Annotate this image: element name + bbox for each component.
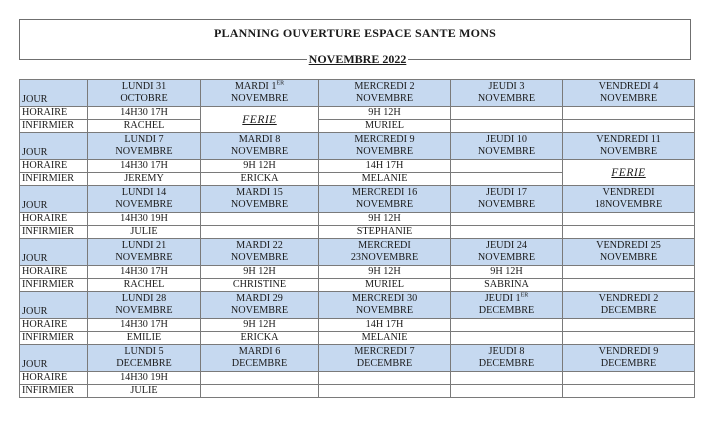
day-cell xyxy=(319,186,451,213)
infirmier-cell xyxy=(201,385,319,398)
horaire-row xyxy=(20,213,695,226)
day-name: VENDREDI xyxy=(602,187,655,198)
horaire-cell xyxy=(451,319,563,332)
day-month: DECEMBRE xyxy=(478,358,535,369)
day-month: NOVEMBRE xyxy=(230,305,289,316)
day-name: MARDI 15 xyxy=(236,187,283,198)
day-cell xyxy=(88,80,201,107)
day-name: MERCREDI 2 xyxy=(354,81,415,92)
horaire-cell: 14H30 19H xyxy=(88,372,201,385)
horaire-cell: 14H30 17H xyxy=(88,107,201,120)
infirmier-label: INFIRMIER xyxy=(20,385,88,398)
infirmier-cell xyxy=(451,226,563,239)
day-name: MARDI 6 xyxy=(238,346,281,357)
horaire-label: HORAIRE xyxy=(20,213,88,226)
day-cell xyxy=(201,239,319,266)
day-month: NOVEMBRE xyxy=(115,252,173,263)
jour-label: JOUR xyxy=(20,80,88,107)
day-cell xyxy=(201,80,319,107)
document-title: PLANNING OUVERTURE ESPACE SANTE MONS xyxy=(214,26,496,40)
horaire-cell: 9H 12H xyxy=(319,266,451,279)
infirmier-cell: MURIEL xyxy=(319,120,451,133)
day-cell xyxy=(451,239,563,266)
horaire-cell xyxy=(201,213,319,226)
infirmier-cell xyxy=(451,120,563,133)
infirmier-label: INFIRMIER xyxy=(20,173,88,186)
day-name: JEUDI 24 xyxy=(485,240,528,251)
day-name: MARDI 8 xyxy=(238,134,281,145)
infirmier-label: INFIRMIER xyxy=(20,279,88,292)
week-day-row xyxy=(20,239,695,266)
horaire-cell xyxy=(563,266,695,279)
day-name: JEUDI 17 xyxy=(485,187,528,198)
day-month: NOVEMBRE xyxy=(115,146,173,157)
jour-label: JOUR xyxy=(20,239,88,266)
horaire-cell xyxy=(451,213,563,226)
infirmier-cell: JULIE xyxy=(88,385,201,398)
day-month: DECEMBRE xyxy=(116,358,172,369)
day-cell xyxy=(88,292,201,319)
horaire-cell xyxy=(201,372,319,385)
horaire-cell xyxy=(451,372,563,385)
ferie-cell: FERIE xyxy=(563,160,695,186)
infirmier-cell xyxy=(201,226,319,239)
week-day-row xyxy=(20,186,695,213)
horaire-label: HORAIRE xyxy=(20,319,88,332)
day-month: NOVEMBRE xyxy=(355,199,414,210)
day-cell xyxy=(451,133,563,160)
infirmier-row xyxy=(20,120,695,133)
infirmier-cell xyxy=(451,332,563,345)
day-month: NOVEMBRE xyxy=(230,199,289,210)
infirmier-cell: JEREMY xyxy=(88,173,201,186)
infirmier-cell xyxy=(451,385,563,398)
day-name: MERCREDI 16 xyxy=(351,187,418,198)
day-name: MARDI 22 xyxy=(236,240,283,251)
week-day-row xyxy=(20,80,695,107)
horaire-cell: 9H 12H xyxy=(201,266,319,279)
horaire-row xyxy=(20,160,695,173)
horaire-cell: 14H 17H xyxy=(319,160,451,173)
week-day-row xyxy=(20,292,695,319)
infirmier-cell: STEPHANIE xyxy=(319,226,451,239)
infirmier-cell xyxy=(319,385,451,398)
horaire-label: HORAIRE xyxy=(20,107,88,120)
day-name: MERCREDI xyxy=(358,240,411,251)
infirmier-cell: MELANIE xyxy=(319,332,451,345)
day-cell xyxy=(319,292,451,319)
day-cell xyxy=(451,292,563,319)
infirmier-cell xyxy=(563,332,695,345)
infirmier-row xyxy=(20,385,695,398)
infirmier-cell xyxy=(563,385,695,398)
day-month: 18NOVEMBRE xyxy=(594,199,663,210)
horaire-cell: 9H 12H xyxy=(451,266,563,279)
infirmier-cell: ERICKA xyxy=(201,173,319,186)
day-month: DECEMBRE xyxy=(231,358,288,369)
month-label: NOVEMBRE 2022 xyxy=(308,52,407,66)
day-name: JEUDI 10 xyxy=(485,134,528,145)
document-subtitle xyxy=(0,52,715,67)
day-month: NOVEMBRE xyxy=(230,146,289,157)
day-cell xyxy=(451,80,563,107)
infirmier-cell xyxy=(563,120,695,133)
schedule-body xyxy=(20,80,695,398)
horaire-cell xyxy=(563,319,695,332)
horaire-cell: 14H30 17H xyxy=(88,266,201,279)
infirmier-label: INFIRMIER xyxy=(20,226,88,239)
day-cell xyxy=(563,186,695,213)
day-cell xyxy=(563,292,695,319)
infirmier-cell: MURIEL xyxy=(319,279,451,292)
infirmier-cell: EMILIE xyxy=(88,332,201,345)
jour-label: JOUR xyxy=(20,186,88,213)
day-name: JEUDI 3 xyxy=(488,81,525,92)
horaire-row xyxy=(20,107,695,120)
ferie-cell: FERIE xyxy=(201,107,319,133)
horaire-cell: 14H30 19H xyxy=(88,213,201,226)
horaire-cell xyxy=(563,107,695,120)
horaire-row xyxy=(20,319,695,332)
day-month: NOVEMBRE xyxy=(355,93,414,104)
day-name: MERCREDI 7 xyxy=(354,346,415,357)
week-day-row xyxy=(20,345,695,372)
day-name: JEUDI 8 xyxy=(488,346,525,357)
schedule-table xyxy=(19,79,695,398)
day-name: LUNDI 14 xyxy=(121,187,167,198)
horaire-row xyxy=(20,372,695,385)
day-cell xyxy=(319,133,451,160)
day-cell xyxy=(451,186,563,213)
day-name: VENDREDI 4 xyxy=(598,81,659,92)
day-cell xyxy=(451,345,563,372)
horaire-cell: 9H 12H xyxy=(319,213,451,226)
infirmier-cell xyxy=(563,226,695,239)
infirmier-cell: ERICKA xyxy=(201,332,319,345)
day-cell xyxy=(201,345,319,372)
infirmier-cell: CHRISTINE xyxy=(201,279,319,292)
day-name: VENDREDI 9 xyxy=(598,346,659,357)
infirmier-cell xyxy=(451,173,563,186)
infirmier-cell: MELANIE xyxy=(319,173,451,186)
day-name: VENDREDI 25 xyxy=(596,240,661,251)
jour-label: JOUR xyxy=(20,345,88,372)
horaire-cell: 14H 17H xyxy=(319,319,451,332)
day-cell xyxy=(319,239,451,266)
day-month: NOVEMBRE xyxy=(230,93,289,104)
horaire-cell xyxy=(451,107,563,120)
day-month: NOVEMBRE xyxy=(477,199,536,210)
day-cell xyxy=(201,292,319,319)
horaire-cell xyxy=(319,372,451,385)
day-name: JEUDI 1 xyxy=(484,293,521,304)
day-cell xyxy=(88,133,201,160)
horaire-cell: 9H 12H xyxy=(319,107,451,120)
day-month: DECEMBRE xyxy=(600,305,657,316)
day-month: NOVEMBRE xyxy=(599,146,658,157)
day-name: VENDREDI 2 xyxy=(598,293,659,304)
day-month: DECEMBRE xyxy=(478,305,535,316)
week-day-row xyxy=(20,133,695,160)
day-name: LUNDI 28 xyxy=(121,293,167,304)
infirmier-cell: RACHEL xyxy=(88,120,201,133)
day-month: NOVEMBRE xyxy=(599,93,658,104)
day-month: NOVEMBRE xyxy=(355,146,414,157)
day-cell xyxy=(563,133,695,160)
day-month: 23NOVEMBRE xyxy=(350,252,419,263)
jour-label: JOUR xyxy=(20,292,88,319)
day-month: NOVEMBRE xyxy=(230,252,289,263)
horaire-label: HORAIRE xyxy=(20,266,88,279)
day-name: MARDI 1 xyxy=(234,81,277,92)
infirmier-row xyxy=(20,332,695,345)
day-name: MERCREDI 9 xyxy=(354,134,415,145)
infirmier-label: INFIRMIER xyxy=(20,332,88,345)
day-name: LUNDI 31 xyxy=(121,81,167,92)
horaire-cell xyxy=(563,213,695,226)
day-month: NOVEMBRE xyxy=(355,305,414,316)
day-month: NOVEMBRE xyxy=(477,146,536,157)
day-month: NOVEMBRE xyxy=(477,93,536,104)
jour-label: JOUR xyxy=(20,133,88,160)
horaire-cell: 14H30 17H xyxy=(88,160,201,173)
horaire-cell xyxy=(563,372,695,385)
infirmier-cell: JULIE xyxy=(88,226,201,239)
horaire-cell: 9H 12H xyxy=(201,319,319,332)
day-ordinal: ER xyxy=(276,80,285,87)
day-name: VENDREDI 11 xyxy=(596,134,661,145)
day-name: MARDI 29 xyxy=(236,293,283,304)
day-cell xyxy=(201,186,319,213)
day-name: LUNDI 7 xyxy=(124,134,164,145)
horaire-cell: 14H30 17H xyxy=(88,319,201,332)
infirmier-label: INFIRMIER xyxy=(20,120,88,133)
day-month: DECEMBRE xyxy=(600,358,657,369)
horaire-cell: 9H 12H xyxy=(201,160,319,173)
day-month: NOVEMBRE xyxy=(477,252,536,263)
day-cell xyxy=(88,239,201,266)
horaire-label: HORAIRE xyxy=(20,372,88,385)
day-cell xyxy=(563,345,695,372)
day-month: DECEMBRE xyxy=(356,358,413,369)
day-cell xyxy=(88,186,201,213)
day-cell xyxy=(319,80,451,107)
horaire-row xyxy=(20,266,695,279)
day-name: MERCREDI 30 xyxy=(351,293,418,304)
day-name: LUNDI 5 xyxy=(124,346,164,357)
day-month: NOVEMBRE xyxy=(115,305,173,316)
infirmier-cell xyxy=(563,279,695,292)
infirmier-cell: RACHEL xyxy=(88,279,201,292)
day-cell xyxy=(563,80,695,107)
horaire-cell xyxy=(451,160,563,173)
day-cell xyxy=(88,345,201,372)
day-cell xyxy=(563,239,695,266)
horaire-label: HORAIRE xyxy=(20,160,88,173)
day-ordinal: ER xyxy=(520,292,529,299)
day-name: LUNDI 21 xyxy=(121,240,167,251)
day-cell xyxy=(201,133,319,160)
day-month: OCTOBRE xyxy=(120,93,168,104)
infirmier-row xyxy=(20,279,695,292)
infirmier-row xyxy=(20,226,695,239)
day-month: NOVEMBRE xyxy=(599,252,658,263)
infirmier-cell: SABRINA xyxy=(451,279,563,292)
day-month: NOVEMBRE xyxy=(115,199,173,210)
day-cell xyxy=(319,345,451,372)
